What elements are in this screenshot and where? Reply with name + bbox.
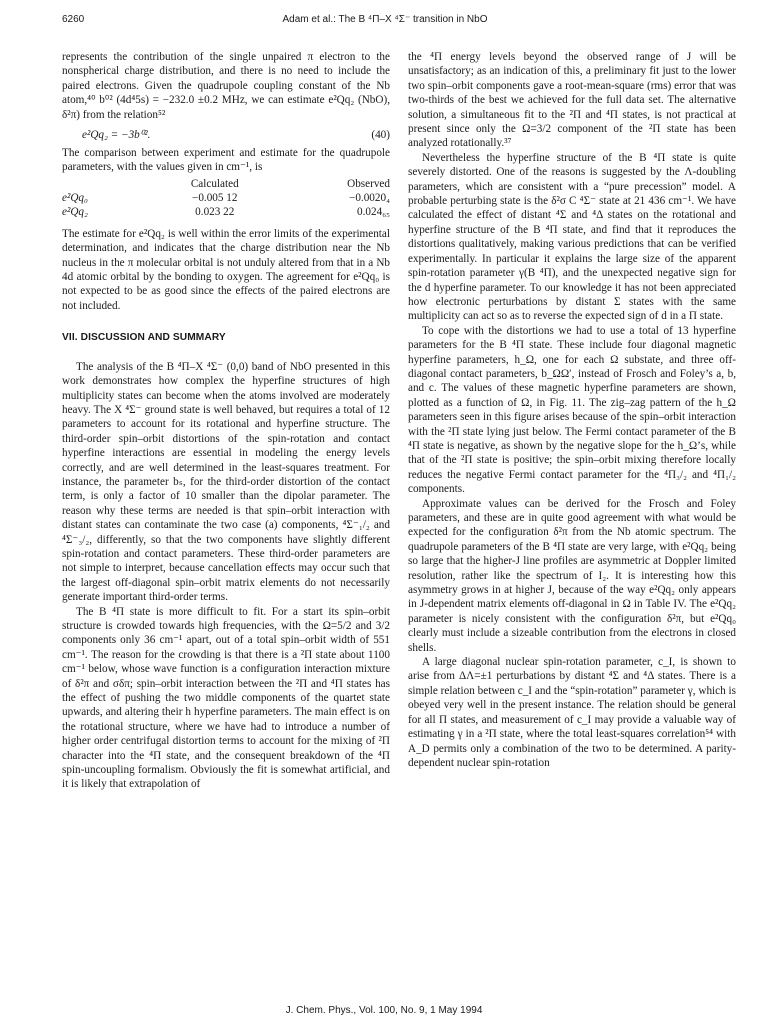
table-row bbox=[62, 191, 390, 205]
equation-expression: e²Qq₂ = −3b⁰². bbox=[82, 129, 151, 142]
table-header-calculated: Calculated bbox=[190, 177, 239, 190]
equation-40 bbox=[62, 126, 390, 144]
table-cell: −0.005 12 bbox=[192, 191, 238, 204]
running-header bbox=[62, 14, 708, 28]
quadrupole-comparison-table bbox=[62, 177, 390, 219]
paragraph: the ⁴Π energy levels beyond the observed range of J will be unsatisfactory; as an indication of this, a preliminary fit just to the lower two spin–orbit components gave a root-mean-square (rms) error that was two-thirds of the best we achieved for the full data set. The alternative solution, a simultaneous fit to the ²Π and ⁴Π states, is not practical at present since only the Ω=3/2 component of the ²Π state has been analyzed rotationally.³⁷ bbox=[408, 51, 736, 150]
paragraph: The B ⁴Π state is more difficult to fit. For a start its spin–orbit structure is crowded towards high frequencies, with the Ω=5/2 and 3/2 components only 36 cm⁻¹ apart, out of a total spin–orbit width of 551 cm⁻¹. The reason for the crowding is that there is a ²Π state about 1100 cm⁻¹ below, whose wave function is a configuration interaction mixture of δ²π and σδπ; spin–orbit interaction between the ²Π and ⁴Π states has the effect of pushing the two middle components of the quartet state upwards, and altering their h hyperfine parameters. The main effect is on the rotational structure, where we have had to introduce a number of higher order centrifugal distortion terms to account for the mixing of ²Π character into the ⁴Π state, and the consequent breakdown of the ⁴Π spin-uncoupling formalism. Obviously the fit is somewhat artificial, and it is likely that extrapolation of bbox=[62, 605, 390, 791]
table-header-row bbox=[62, 177, 390, 191]
paragraph: Nevertheless the hyperfine structure of the B ⁴Π state is quite severely distorted. One of the reasons is suggested by the Λ-doubling parameters, which are consistent with a “pure precession” model. A probable perturbing state is the δ²σ C ⁴Σ⁻ state at 21 436 cm⁻¹. We have calculated the effect of distant ⁴Σ and ⁴Δ states on the rotational and hyperfine structure of the B ⁴Π state, and find that it reproduces the distortions qualitatively, making various predictions that can be verified experimentally. In particular it explains the large size of the apparent spin-rotation parameter γ(B ⁴Π), and the unexpected negative sign for the d hyperfine parameter. To our knowledge it has not been appreciated how electronic perturbations by distant Σ states with the same multiplicity can act so as to reverse the expected sign of d in a Π state. bbox=[408, 151, 736, 323]
section-heading: VII. DISCUSSION AND SUMMARY bbox=[62, 332, 226, 344]
paragraph: represents the contribution of the single unpaired π electron to the nonspherical charge distribution, and there is no need to include the paired electrons. Given the quadrupole coupling constant of the Nb atom,⁴⁰ b⁰² (4d⁴5s) = −232.0 ±0.2 MHz, we can estimate e²Qq₂ (NbO), δ²π) from the relation⁵² bbox=[62, 51, 390, 121]
paragraph: The comparison between experiment and estimate for the quadrupole parameters, with the values given in cm⁻¹, is bbox=[62, 147, 390, 174]
paragraph: The analysis of the B ⁴Π–X ⁴Σ⁻ (0,0) band of NbO presented in this work demonstrates how complex the hyperfine structures of high multiplicity states can become when the atoms involved are moderately heavy. The X ⁴Σ⁻ ground state is well behaved, but requires a total of 12 parameters to account for its rotational and hyperfine structure. The third-order spin–orbit distortions of the spin-rotation and contact hyperfine interactions are essential in modeling the energy levels correctly, and are well determined in the least-squares treatment. For instance, the parameter bₛ, for the third-order distortion of the contact term, is only a factor of 10 smaller than the dipolar parameter. The reason why these terms are needed is that spin–orbit interaction with distant states can contaminate the two case (a) components, ⁴Σ⁻₁/₂ and ⁴Σ⁻₃/₂, differently, so that the two components have slightly different spin-rotation and contact parameters. These third-order parameters are not simple to interpret, because cancellation effects may occur such that the largest off-diagonal spin–orbit matrix elements do not necessarily generate important third-order terms. bbox=[62, 360, 390, 604]
page-number: 6260 bbox=[62, 14, 85, 25]
table-cell: 0.023 22 bbox=[195, 205, 235, 218]
table-cell: 0.024₆₅ bbox=[357, 205, 390, 218]
equation-number: (40) bbox=[371, 129, 390, 142]
table-cell: e²Qq₀ bbox=[62, 191, 88, 204]
right-column bbox=[408, 50, 736, 770]
paragraph: The estimate for e²Qq₂ is well within the error limits of the experimental determination, and indicates that the charge distribution near the Nb nucleus in the π molecular orbital is not unduly altered from that in a Nb 4d atomic orbital by the bonding to oxygen. The agreement for e²Qq₀ is not expected to be as good since the effects of the paired electrons are not included. bbox=[62, 227, 390, 312]
paragraph: A large diagonal nuclear spin-rotation parameter, c_I, is shown to arise from ΔΛ=±1 perturbations by distant ⁴Σ and ⁴Δ states. There is a simple relation between c_I and the “spin-rotation” parameter γ, which is obeyed very well in the present instance. The relation should be general for all Π states, and measurement of c_I may provide a valuable way of estimating γ in a ²Π state, where the total least-squares correlation⁵⁴ with A_D permits only a combination of the two to be determined. A parity-dependent nuclear spin-rotation bbox=[408, 656, 736, 769]
paragraph: To cope with the distortions we had to use a total of 13 hyperfine parameters for the B ⁴Π state. These include four diagonal magnetic hyperfine parameters, h_Ω, one for each Ω substate, and three off-diagonal contact parameters, b_ΩΩ′, instead of Frosch and Foley’s a, b, and c. The values of these magnetic hyperfine parameters are shown, plotted as a function of Ω, in Fig. 11. The zig–zag pattern of the h_Ω parameters seen in this figure arises because of the spin–orbit interaction with the ²Π state lying just below. The Fermi contact parameter of the B ⁴Π state is negative, as shown by the negative slope for the h_Ω’s, while that of the ²Π state is positive; the spin–orbit mixing therefore locally reduces the negative Fermi contact parameter for the ⁴Π₃/₂ and ⁴Π₁/₂ components. bbox=[408, 324, 736, 496]
table-cell: e²Qq₂ bbox=[62, 205, 88, 218]
left-column bbox=[62, 50, 390, 792]
table-cell: −0.0020₄ bbox=[349, 191, 390, 204]
table-row bbox=[62, 205, 390, 219]
table-cell bbox=[62, 177, 152, 191]
running-title: Adam et al.: The B ⁴Π–X ⁴Σ⁻ transition in NbO bbox=[282, 14, 488, 25]
table-header-observed: Observed bbox=[347, 177, 390, 190]
paragraph: Approximate values can be derived for the Frosch and Foley parameters, and these are in quite good agreement with what would be expected for the configuration δ²π from the Nb atomic spectrum. The quadrupole parameters of the B ⁴Π state are very large, with e²Qq₂ being so large that the higher-J line profiles are asymmetric at Doppler limited resolution, rather like the spectrum of I₂. It is interesting how this asymmetry grows in at higher J, because of the way e²Qq₂ only appears in J-dependent matrix elements off-diagonal in Ω in Table IV. The e²Qq₂ parameter is nicely consistent with the configuration δ²π, but e²Qq₀ clearly must include a sizeable contribution from the electrons in closed shells. bbox=[408, 497, 736, 654]
journal-footer: J. Chem. Phys., Vol. 100, No. 9, 1 May 1994 bbox=[285, 1005, 483, 1016]
